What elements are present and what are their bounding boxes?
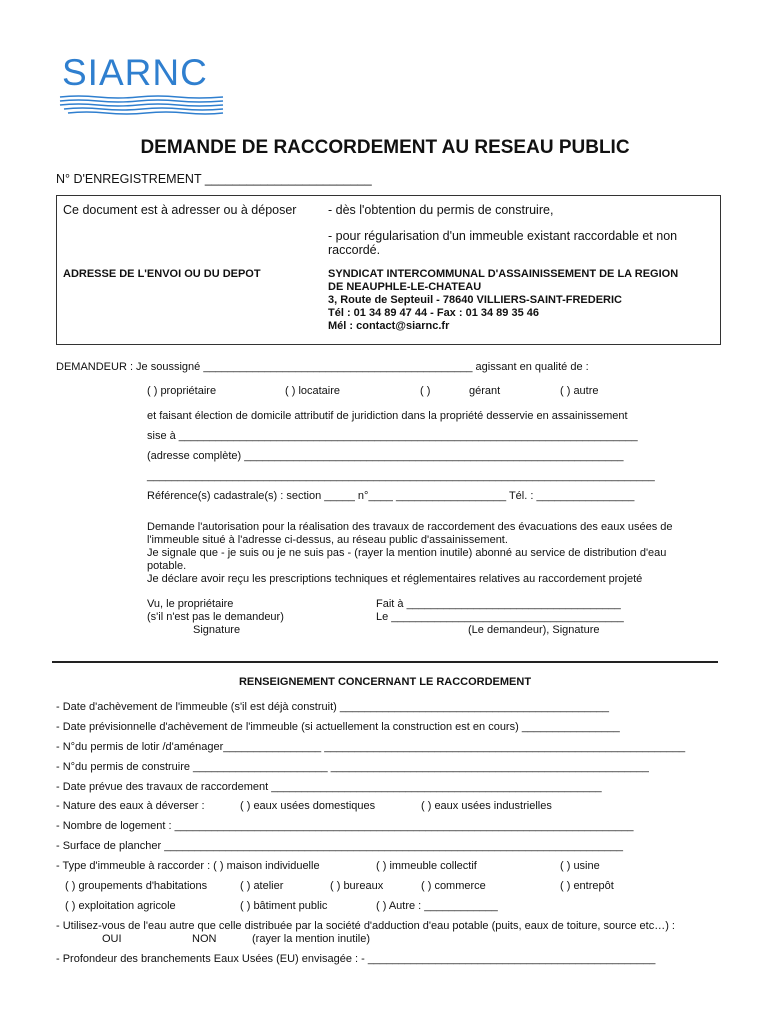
- option-locataire[interactable]: ( ) locataire: [285, 385, 341, 397]
- owner-sign-note: (s'il n'est pas le demandeur): [147, 611, 284, 623]
- surface-plancher-field[interactable]: - Surface de plancher ___________________________________________________________________________: [56, 840, 624, 852]
- option-autre-type[interactable]: ( ) Autre : ____________: [376, 900, 498, 912]
- address-line-3: 3, Route de Septeuil - 78640 VILLIERS-SAINT-FREDERIC: [328, 294, 622, 306]
- logo-waves-icon: [58, 95, 228, 117]
- eau-autre-question: - Utilisez-vous de l'eau autre que celle distribuée par la société d'adduction d'eau potable (puits, eaux de toiture, source etc…) :: [56, 920, 675, 932]
- date-previsionnelle-field[interactable]: - Date prévisionnelle d'achèvement de l'immeuble (si actuellement la construction est en cours) ________________: [56, 721, 620, 733]
- address-line-2: DE NEAUPHLE-LE-CHATEAU: [328, 281, 482, 293]
- adresse-extra-field[interactable]: ___________________________________________________________________________________: [147, 470, 655, 482]
- demandeur-line: DEMANDEUR : Je soussigné ____________________________________________ agissant en qualité de :: [56, 361, 589, 373]
- fait-a-field[interactable]: Fait à ___________________________________: [376, 598, 621, 610]
- renseignement-heading: RENSEIGNEMENT CONCERNANT LE RACCORDEMENT: [238, 676, 532, 688]
- owner-sign-label: Vu, le propriétaire: [147, 598, 234, 610]
- address-line-1: SYNDICAT INTERCOMMUNAL D'ASSAINISSEMENT DE LA REGION: [328, 268, 679, 280]
- option-non[interactable]: NON: [192, 933, 217, 945]
- request-paragraph-4: potable.: [147, 560, 187, 572]
- section-divider: [52, 661, 718, 663]
- box-right-1: - dès l'obtention du permis de construire,: [328, 203, 554, 217]
- option-usine[interactable]: ( ) usine: [560, 860, 600, 872]
- option-immeuble-collectif[interactable]: ( ) immeuble collectif: [376, 860, 477, 872]
- request-paragraph-3: Je signale que - je suis ou je ne suis pas - (rayer la mention inutile) abonné au service de distribution d'eau: [147, 547, 667, 559]
- option-groupements[interactable]: ( ) groupements d'habitations: [65, 880, 208, 892]
- owner-signature-label: Signature: [193, 624, 241, 636]
- adresse-field[interactable]: (adresse complète) ______________________________________________________________: [147, 450, 624, 462]
- option-gerant-label: gérant: [469, 385, 501, 397]
- date-field[interactable]: Le ______________________________________: [376, 611, 624, 623]
- option-commerce[interactable]: ( ) commerce: [421, 880, 486, 892]
- option-oui[interactable]: OUI: [102, 933, 122, 945]
- option-eaux-industrielles[interactable]: ( ) eaux usées industrielles: [421, 800, 552, 812]
- option-autre[interactable]: ( ) autre: [560, 385, 599, 397]
- option-proprietaire[interactable]: ( ) propriétaire: [147, 385, 217, 397]
- election-text: et faisant élection de domicile attributif de juridiction dans la propriété desservie en assainissement: [147, 410, 628, 422]
- option-atelier[interactable]: ( ) atelier: [240, 880, 284, 892]
- permis-lotir-field[interactable]: - N°du permis de lotir /d'aménager________________ ___________________________________________________________: [56, 741, 686, 753]
- box-left-label: Ce document est à adresser ou à déposer: [63, 203, 297, 217]
- nature-eaux-label: - Nature des eaux à déverser :: [56, 800, 205, 812]
- nombre-logement-field[interactable]: - Nombre de logement : ___________________________________________________________________________: [56, 820, 634, 832]
- permis-construire-field[interactable]: - N°du permis de construire ______________________ ____________________________________________________: [56, 761, 649, 773]
- type-immeuble-maison[interactable]: - Type d'immeuble à raccorder : ( ) maison individuelle: [56, 860, 320, 872]
- address-label: ADRESSE DE L'ENVOI OU DU DEPOT: [63, 268, 261, 280]
- page-title: DEMANDE DE RACCORDEMENT AU RESEAU PUBLIC: [140, 137, 630, 158]
- date-travaux-field[interactable]: - Date prévue des travaux de raccordement ______________________________________________________: [56, 781, 602, 793]
- registration-number: N° D'ENREGISTREMENT ________________________: [56, 172, 372, 186]
- request-paragraph-1: Demande l'autorisation pour la réalisation des travaux de raccordement des évacuations des eaux usées de: [147, 521, 673, 533]
- option-batiment-public[interactable]: ( ) bâtiment public: [240, 900, 328, 912]
- address-line-5: Mél : contact@siarnc.fr: [328, 320, 450, 332]
- address-line-4: Tél : 01 34 89 47 44 - Fax : 01 34 89 35 46: [328, 307, 539, 319]
- sise-field[interactable]: sise à ___________________________________________________________________________: [147, 430, 638, 442]
- option-exploitation-agricole[interactable]: ( ) exploitation agricole: [65, 900, 176, 912]
- box-right-2a: - pour régularisation d'un immeuble existant raccordable et non: [328, 229, 678, 243]
- request-paragraph-5: Je déclare avoir reçu les prescriptions techniques et réglementaires relatives au raccordement projeté: [147, 573, 643, 585]
- option-entrepot[interactable]: ( ) entrepôt: [560, 880, 614, 892]
- applicant-signature-label: (Le demandeur), Signature: [468, 624, 600, 636]
- box-right-2b: raccordé.: [328, 243, 381, 257]
- rayer-mention-note: (rayer la mention inutile): [252, 933, 370, 945]
- date-achevement-field[interactable]: - Date d'achèvement de l'immeuble (s'il est déjà construit) ____________________________________________: [56, 701, 610, 713]
- option-bureaux[interactable]: ( ) bureaux: [330, 880, 384, 892]
- cadastre-field[interactable]: Référence(s) cadastrale(s) : section _____ n°____ __________________ Tél. : ________________: [147, 490, 635, 502]
- option-gerant-box[interactable]: ( ): [420, 385, 431, 397]
- option-eaux-domestiques[interactable]: ( ) eaux usées domestiques: [240, 800, 376, 812]
- profondeur-branchements-field[interactable]: - Profondeur des branchements Eaux Usées (EU) envisagée : - _______________________________________________: [56, 953, 656, 965]
- siarnc-logo-text: SIARNC: [62, 52, 208, 93]
- request-paragraph-2: l'immeuble situé à l'adresse ci-dessus, au réseau public d'assainissement.: [147, 534, 508, 546]
